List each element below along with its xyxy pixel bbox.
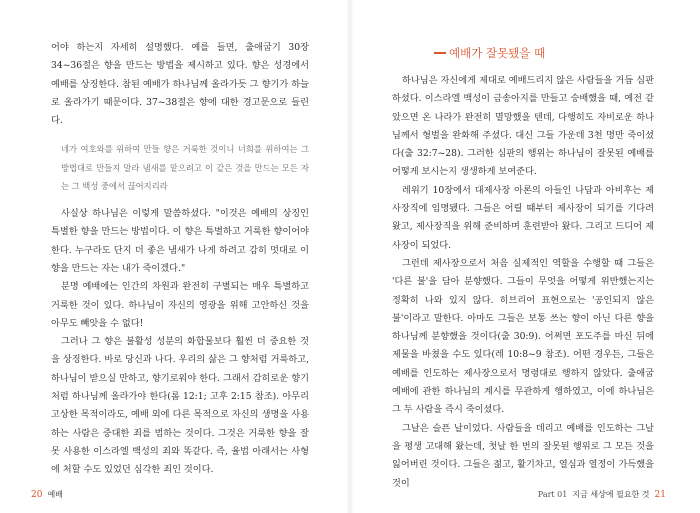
scripture-quote: 네가 여호와를 위하여 만들 향은 거룩한 것이니 너희를 위하여는 그 방법대로 만들지 말라 냄새를 맡으려고 이 같은 것을 만드는 모든 자는 그 백성 중에서 끊어지리라 bbox=[61, 144, 309, 191]
left-body-column bbox=[51, 39, 309, 480]
right-body-column bbox=[392, 72, 654, 493]
body-paragraph: 어야 하는지 자세히 설명했다. 예를 들면, 출애굽기 30장 34~36절은 향을 만드는 방법을 제시하고 있다. 향은 성경에서 예배를 상징한다. 참된 예배가 하나님께 올라가듯 그 향기가 하늘로 올라가기 때문이다. 37~38절은 향에 대한 경고문으로 들린다. bbox=[51, 42, 309, 127]
body-paragraph: 사실상 하나님은 이렇게 말씀하셨다. "이것은 예배의 상징인 특별한 향을 만드는 방법이다. 이 향은 특별하고 거룩한 향이어야 한다. 누구라도 단지 더 좋은 냄새가 나게 하려고 감히 멋대로 이 향을 만드는 자는 내가 죽이겠다." bbox=[51, 208, 309, 274]
body-paragraph: 분명 예배에는 인간의 차원과 완전히 구별되는 매우 특별하고 거룩한 것이 있다. 하나님이 자신의 영광을 위해 고안하신 것을 아무도 빼앗을 수 없다! bbox=[51, 281, 309, 329]
body-paragraph: 하나님은 자신에게 제대로 예배드리지 않은 사람들을 거듭 심판하셨다. 이스라엘 백성이 금송아지를 만들고 숭배했을 때, 예전 같았으면 온 나라가 완전히 멸망했을 텐데, 다행히도 자비로운 하나님께서 형벌을 완화해 주셨다. 대신 그들 가운데 3천 명만 죽이셨다(출 32:7~28). 그러한 심판의 행위는 하나님이 잘못된 예배를 어떻게 보시는지 생생하게 보여준다. bbox=[392, 75, 654, 178]
body-paragraph: 그날은 슬픈 날이었다. 사람들을 데리고 예배를 인도하는 그날을 평생 고대해 왔는데, 첫날 한 번의 잘못된 행위로 그 모든 것을 잃어버린 것이다. 그들은 젊고, 활기차고, 열심과 열정이 가득했을 것이 bbox=[392, 422, 654, 489]
body-paragraph: 레위기 10장에서 대제사장 아론의 아들인 나답과 아비후는 제사장직에 임명됐다. 그들은 어릴 때부터 제사장이 되기를 기다려 왔고, 제사장직을 위해 준비하며 훈련받아 왔다. 그리고 드디어 제사장이 되었다. bbox=[392, 184, 654, 251]
section-heading bbox=[434, 45, 545, 61]
right-body-text bbox=[392, 72, 654, 493]
body-paragraph: 그러나 그 향은 불활성 성분의 화합물보다 훨씬 더 중요한 것을 상징한다. 바로 당신과 나다. 우리의 삶은 그 향처럼 거룩하고, 하나님이 받으실 만하고, 향기로워야 한다. 그래서 감히로운 향기처럼 하나님께 올라가야 한다(롬 12:1; 고후 2:15 참조). 아무리 고상한 목적이라도, 예배 외에 다른 목적으로 자신의 생명을 사용하는 사람은 중대한 죄를 범하는 것이다. 그것은 거룩한 향을 잘못 사용한 이스라엘 백성의 죄와 똑같다. 즉, 율법 아래서는 사형에 처할 수도 있었던 심각한 죄인 것이다. bbox=[51, 336, 309, 476]
page-number: 20 bbox=[31, 490, 43, 500]
right-folio bbox=[538, 489, 666, 500]
running-head: 지금 세상에 필요한 것 bbox=[572, 490, 650, 499]
section-heading-text: 예배가 잘못됐을 때 bbox=[449, 46, 546, 60]
right-page bbox=[350, 0, 700, 513]
running-head: 예배 bbox=[47, 490, 63, 499]
body-paragraph: 그런데 제사장으로서 처음 실제적인 역할을 수행할 때 그들은 '다른 불'을 담아 분향했다. 그들이 무엇을 어떻게 위반했는지는 정확히 나와 있지 않다. 히브리어 표현으로는 '공인되지 않은 불'이라고 말한다. 아마도 그들은 보통 쓰는 향이 아닌 다른 향을 하나님께 분향했을 것이다(출 30:9). 어쩌면 포도주를 마신 뒤에 제물을 바쳤을 수도 있다(레 10:8~9 참조). 어떤 경우든, 그들은 예배를 인도하는 제사장으로서 명령대로 행하지 않았다. 출애굽 예배에 관한 하나님의 계시를 무관하게 행하였고, 이에 하나님은 그 두 사람을 즉시 죽이셨다. bbox=[392, 257, 654, 416]
part-label: Part 01 bbox=[537, 490, 568, 499]
left-folio bbox=[31, 489, 63, 500]
page-number: 21 bbox=[654, 490, 666, 500]
heading-dash bbox=[434, 52, 446, 53]
